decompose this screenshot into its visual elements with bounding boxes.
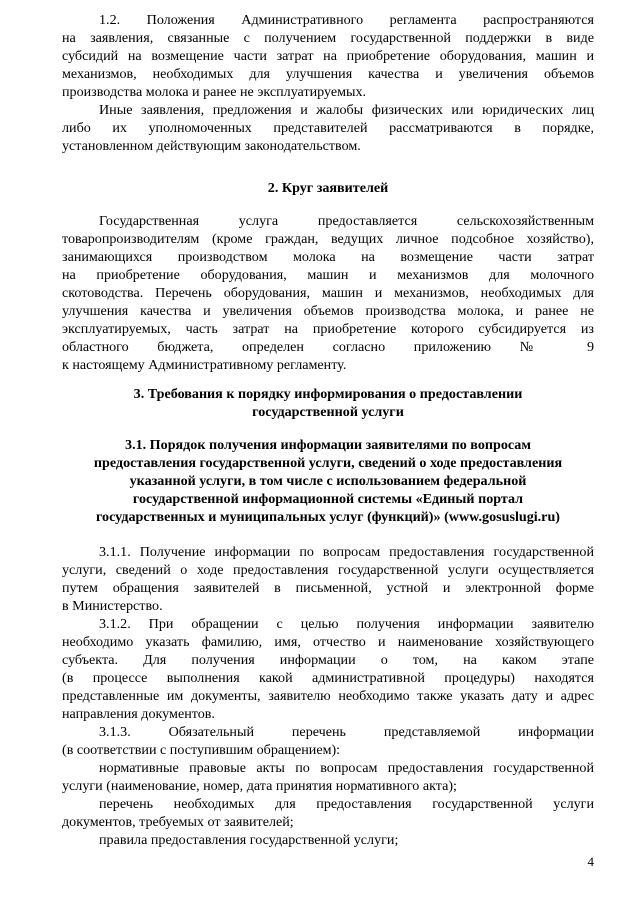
text-line: Иные заявления, предложения и жалобы физических или юридических лиц	[99, 102, 594, 118]
section-3-heading	[62, 385, 594, 421]
page-number: 4	[587, 854, 594, 869]
text-line: производства молока и ранее не эксплуатируемых.	[62, 84, 367, 100]
heading-line: государственных и муниципальных услуг (функций)» (www.gosuslugi.ru)	[96, 509, 560, 525]
text-line: услуги (наименование, номер, дата принятия нормативного акта);	[62, 778, 457, 794]
text-line: механизмов, необходимых для улучшения качества и увеличения объемов	[62, 66, 594, 82]
section-2-heading	[62, 179, 594, 197]
text-line: направления документов.	[62, 706, 215, 722]
heading-line: государственной услуги	[252, 404, 404, 420]
heading-line: 3.1. Порядок получения информации заявителями по вопросам	[125, 437, 531, 453]
paragraph-3-1-1	[62, 543, 594, 615]
text-line: документов, требуемых от заявителей;	[62, 814, 294, 830]
paragraph-1-2	[62, 11, 594, 101]
text-line: субъекта. Для получения информации о том, на каком этапе	[62, 652, 594, 668]
paragraph-applicants	[62, 212, 594, 374]
list-item-rules	[62, 831, 594, 849]
text-line: установленном действующим законодательством.	[62, 138, 361, 154]
text-line: областного бюджета, определен согласно приложению № 9	[62, 339, 594, 355]
text-line: на заявления, связанные с получением государственной поддержки в виде	[62, 30, 594, 46]
text-line: (в процессе выполнения какой административной процедуры) находятся	[62, 670, 594, 686]
text-line: субсидий на возмещение части затрат на приобретение оборудования, машин и	[62, 48, 594, 64]
text-line: либо их уполномоченных представителей рассматриваются в порядке,	[62, 120, 594, 136]
text-line: 3.1.2. При обращении с целью получения информации заявителю	[99, 616, 594, 632]
text-line: 1.2. Положения Административного регламента распространяются	[99, 12, 594, 28]
paragraph-3-1-3	[62, 723, 594, 759]
text-line: необходимо указать фамилию, имя, отчество и наименование хозяйствующего	[62, 634, 594, 650]
text-line: путем обращения заявителей в письменной, устной и электронной форме	[62, 580, 594, 596]
paragraph-other-applications	[62, 101, 594, 155]
text-line: улучшения качества и увеличения объемов производства молока, и ранее не	[62, 303, 594, 319]
text-line: 3.1.1. Получение информации по вопросам предоставления государственной	[99, 544, 594, 560]
text-line: представленные им документы, заявителю необходимо также указать дату и адрес	[62, 688, 594, 704]
heading-line: предоставления государственной услуги, сведений о ходе предоставления	[93, 455, 563, 471]
list-item-documents	[62, 795, 594, 831]
heading-line: 3. Требования к порядку информирования о предоставлении	[133, 386, 523, 402]
text-line: в Министерство.	[62, 598, 163, 614]
heading-line: указанной услуги, в том числе с использованием федеральной	[129, 473, 527, 489]
heading-line: 2. Круг заявителей	[267, 180, 389, 196]
text-line: на приобретение оборудования, машин и механизмов для молочного	[62, 267, 594, 283]
text-line: занимающихся производством молока на возмещение части затрат	[62, 249, 594, 265]
text-line: товаропроизводителям (кроме граждан, ведущих личное подсобное хозяйство),	[62, 231, 594, 247]
text-line: скотоводства. Перечень оборудования, машин и механизмов, необходимых для	[62, 285, 594, 301]
text-line: Государственная услуга предоставляется сельскохозяйственным	[99, 213, 594, 229]
text-line: 3.1.3. Обязательный перечень представляемой информации	[99, 724, 594, 740]
heading-line: государственной информационной системы «Единый портал	[132, 491, 524, 507]
text-line: эксплуатируемых, часть затрат на приобретение которого субсидируется из	[62, 321, 594, 337]
section-3-1-heading	[62, 436, 594, 526]
text-line: правила предоставления государственной услуги;	[99, 832, 399, 848]
text-line: нормативные правовые акты по вопросам предоставления государственной	[99, 760, 594, 776]
text-line: (в соответствии с поступившим обращением):	[62, 742, 341, 758]
paragraph-3-1-2	[62, 615, 594, 723]
list-item-legal-acts	[62, 759, 594, 795]
text-line: к настоящему Административному регламенту.	[62, 357, 347, 373]
text-line: услуги, сведений о ходе предоставления государственной услуги осуществляется	[62, 562, 594, 578]
text-line: перечень необходимых для предоставления государственной услуги	[99, 796, 594, 812]
